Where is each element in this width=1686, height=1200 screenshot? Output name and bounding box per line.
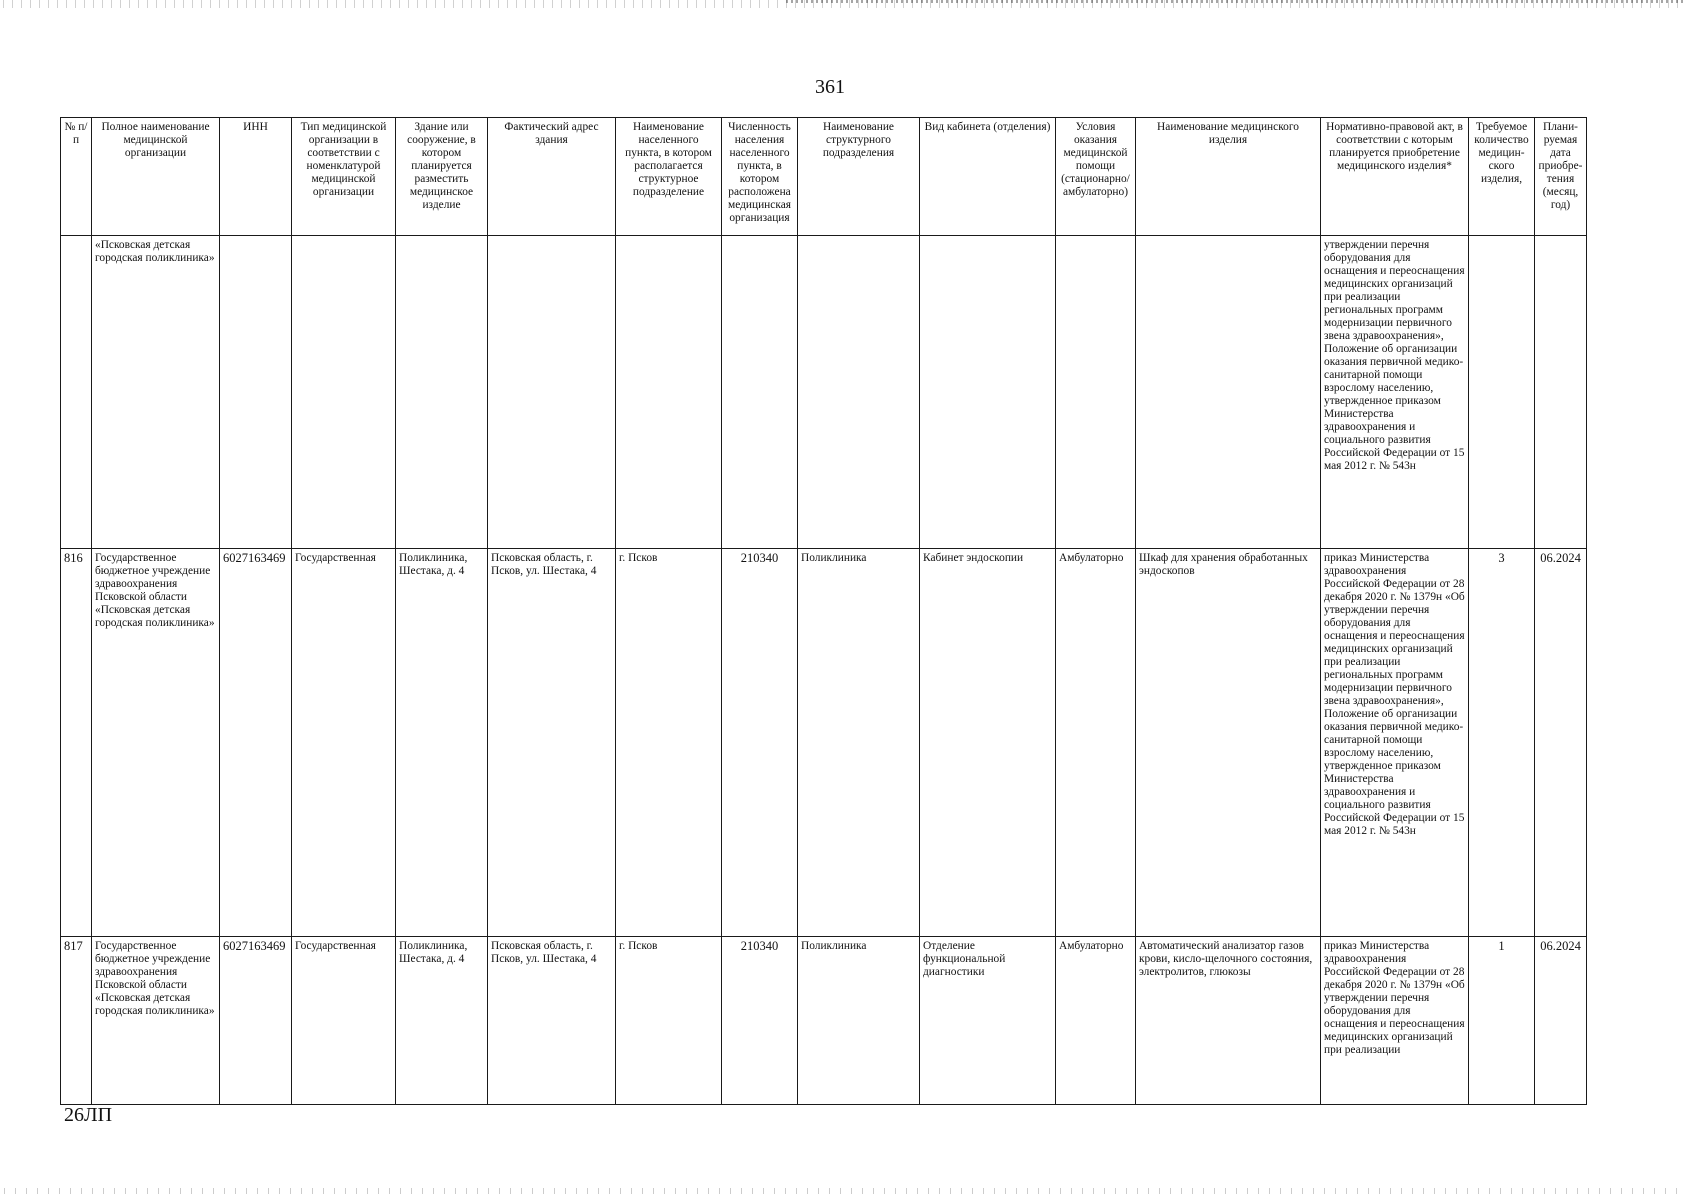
header-cell-type: Тип медицинской организации в соответствии с номенклатурой медицинской организации: [292, 118, 396, 236]
equipment-register-table: [60, 117, 1587, 1105]
header-cell-org: Полное наименование медицинской организации: [92, 118, 220, 236]
cell-num: 816: [61, 549, 92, 937]
cell-device: [1136, 236, 1321, 549]
cell-org: «Псковская детская городская поликлиника»: [92, 236, 220, 549]
cell-population: 210340: [722, 549, 798, 937]
cell-conditions: Амбулаторно: [1056, 937, 1136, 1105]
cell-locality: г. Псков: [616, 937, 722, 1105]
cell-locality: [616, 236, 722, 549]
header-cell-conditions: Условия оказания медицинской помощи (стационарно/ амбулаторно): [1056, 118, 1136, 236]
cell-device: Автоматический анализатор газов крови, кисло-щелочного состояния, электролитов, глюкозы: [1136, 937, 1321, 1105]
cell-address: Псковская область, г. Псков, ул. Шестака, 4: [488, 937, 616, 1105]
footer-document-code: 26ЛП: [64, 1104, 113, 1126]
cell-org: Государственное бюджетное учреждение здравоохранения Псковской области «Псковская детская городская поликлиника»: [92, 549, 220, 937]
header-cell-room: Вид кабинета (отделения): [920, 118, 1056, 236]
cell-qty: 1: [1469, 937, 1535, 1105]
header-cell-locality: Наименование населенного пункта, в котором располагается структурное подразделение: [616, 118, 722, 236]
cell-org: Государственное бюджетное учреждение здравоохранения Псковской области «Псковская детская городская поликлиника»: [92, 937, 220, 1105]
cell-type: Государственная: [292, 549, 396, 937]
cell-unit: Поликлиника: [798, 549, 920, 937]
table-row-continuation: [61, 236, 1587, 549]
header-cell-unit: Наименование структурного подразделения: [798, 118, 920, 236]
table-row: [61, 549, 1587, 937]
header-cell-num: № п/п: [61, 118, 92, 236]
cell-room: [920, 236, 1056, 549]
cell-inn: 6027163469: [220, 549, 292, 937]
cell-building: [396, 236, 488, 549]
header-cell-device: Наименование медицинского изделия: [1136, 118, 1321, 236]
cell-num: [61, 236, 92, 549]
cell-population: 210340: [722, 937, 798, 1105]
header-cell-date: Плани-руемая дата приобре-тения (месяц, год): [1535, 118, 1587, 236]
header-cell-qty: Требуемое количество медицин-ского изделия,: [1469, 118, 1535, 236]
cell-act: приказ Министерства здравоохранения Российской Федерации от 28 декабря 2020 г. № 1379н «Об утверждении перечня оборудования для оснащения и переоснащения медицинских организаций при реализации региональных программ модернизации первичного звена здравоохранения», Положение об организации оказания первичной медико-санитарной помощи взрослому населению, утвержденное приказом Министерства здравоохранения и социального развития Российской Федерации от 15 мая 2012 г. № 543н: [1321, 549, 1469, 937]
scan-artifact-top: [0, 0, 1686, 8]
header-cell-population: Численность населения населенного пункта, в котором расположена медицинская организация: [722, 118, 798, 236]
cell-type: Государственная: [292, 937, 396, 1105]
cell-type: [292, 236, 396, 549]
header-cell-building: Здание или сооружение, в котором планируется разместить медицинское изделие: [396, 118, 488, 236]
cell-population: [722, 236, 798, 549]
header-cell-address: Фактический адрес здания: [488, 118, 616, 236]
cell-locality: г. Псков: [616, 549, 722, 937]
cell-qty: [1469, 236, 1535, 549]
cell-address: Псковская область, г. Псков, ул. Шестака, 4: [488, 549, 616, 937]
cell-act: приказ Министерства здравоохранения Российской Федерации от 28 декабря 2020 г. № 1379н «Об утверждении перечня оборудования для оснащения и переоснащения медицинских организаций при реализации: [1321, 937, 1469, 1105]
header-cell-act: Нормативно-правовой акт, в соответствии с которым планируется приобретение медицинского изделия*: [1321, 118, 1469, 236]
cell-date: [1535, 236, 1587, 549]
cell-building: Поликлиника, Шестака, д. 4: [396, 937, 488, 1105]
header-cell-inn: ИНН: [220, 118, 292, 236]
scan-artifact-bottom: [0, 1188, 1686, 1194]
cell-inn: [220, 236, 292, 549]
table-row: [61, 937, 1587, 1105]
cell-conditions: [1056, 236, 1136, 549]
cell-act: утверждении перечня оборудования для оснащения и переоснащения медицинских организаций при реализации региональных программ модернизации первичного звена здравоохранения», Положение об организации оказания первичной медико-санитарной помощи взрослому населению, утвержденное приказом Министерства здравоохранения и социального развития Российской Федерации от 15 мая 2012 г. № 543н: [1321, 236, 1469, 549]
table-header-row: [61, 118, 1587, 236]
cell-address: [488, 236, 616, 549]
cell-qty: 3: [1469, 549, 1535, 937]
cell-unit: Поликлиника: [798, 937, 920, 1105]
cell-conditions: Амбулаторно: [1056, 549, 1136, 937]
cell-room: Кабинет эндоскопии: [920, 549, 1056, 937]
cell-inn: 6027163469: [220, 937, 292, 1105]
cell-date: 06.2024: [1535, 937, 1587, 1105]
cell-room: Отделение функциональной диагностики: [920, 937, 1056, 1105]
cell-device: Шкаф для хранения обработанных эндоскопов: [1136, 549, 1321, 937]
cell-num: 817: [61, 937, 92, 1105]
cell-date: 06.2024: [1535, 549, 1587, 937]
cell-unit: [798, 236, 920, 549]
page-number: 361: [815, 76, 845, 98]
cell-building: Поликлиника, Шестака, д. 4: [396, 549, 488, 937]
